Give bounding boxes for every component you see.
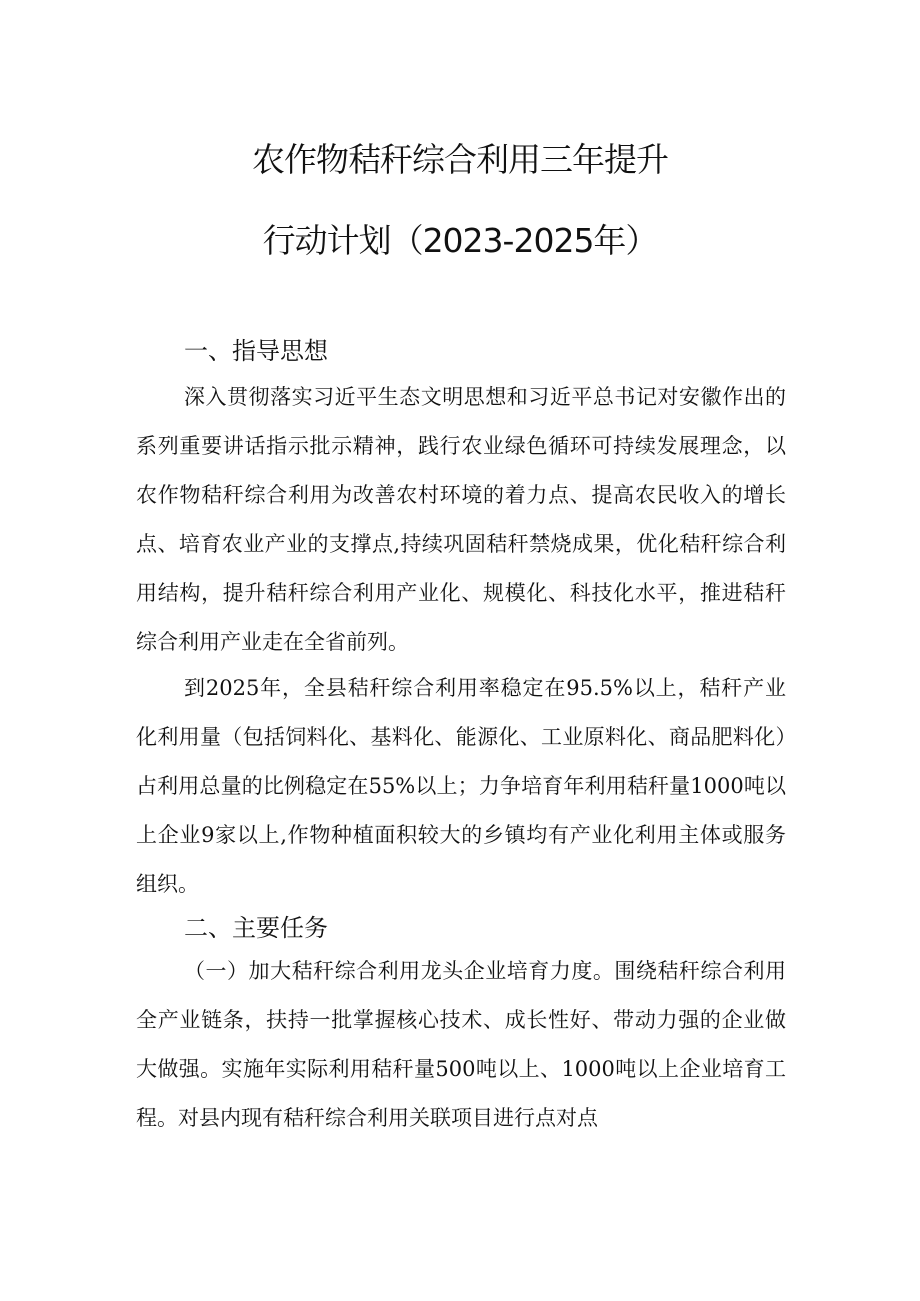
paragraph-2025-targets: 到2025年，全县秸秆综合利用率稳定在95.5%以上，秸秆产业化利用量（包括饲料化、基料化、能源化、工业原料化、商品肥料化）占利用总量的比例稳定在55%以上；力争培育年利用秸秆量1000吨以上企业9家以上,作物种植面积较大的乡镇均有产业化利用主体或服务组织。: [136, 676, 786, 896]
section-heading-guiding-ideology: 一、指导思想: [184, 337, 328, 365]
paragraph-task-1: （一）加大秸秆综合利用龙头企业培育力度。围绕秸秆综合利用全产业链条，扶持一批掌握核心技术、成长性好、带动力强的企业做大做强。实施年实际利用秸秆量500吨以上、1000吨以上企业培育工程。对县内现有秸秆综合利用关联项目进行点对点: [136, 959, 786, 1130]
document-title-line-2: 行动计划（2023-2025年）: [262, 221, 658, 260]
document-title-line-1: 农作物秸秆综合利用三年提升: [252, 140, 668, 179]
paragraph-guiding-ideology: 深入贯彻落实习近平生态文明思想和习近平总书记对安徽作出的系列重要讲话指示批示精神，践行农业绿色循环可持续发展理念，以农作物秸秆综合利用为改善农村环境的着力点、提高农民收入的增长点、培育农业产业的支撑点,持续巩固秸秆禁烧成果，优化秸秆综合利用结构，提升秸秆综合利用产业化、规模化、科技化水平，推进秸秆综合利用产业走在全省前列。: [136, 385, 786, 654]
section-heading-main-tasks: 二、主要任务: [184, 914, 328, 942]
